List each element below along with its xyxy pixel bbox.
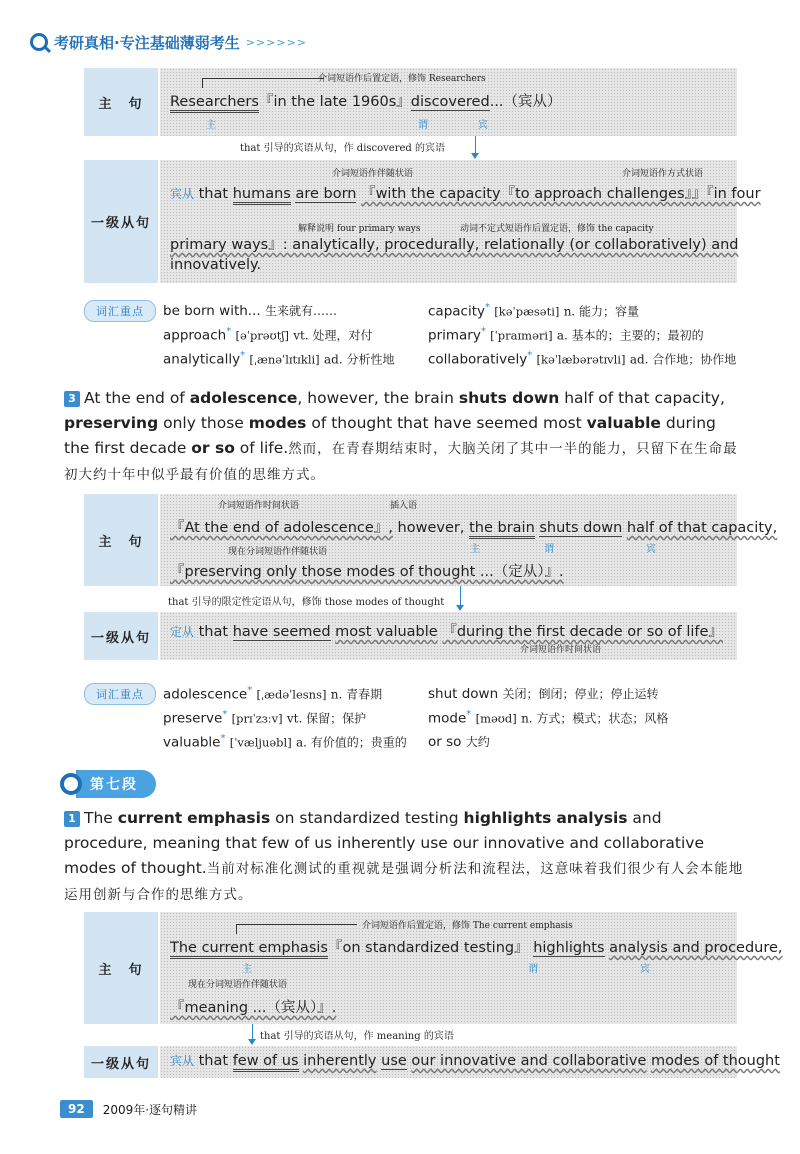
vocab-badge: 词汇重点 (84, 683, 156, 705)
vocab-item: shut down 关闭；倒闭；停业；停止运转 (428, 686, 659, 702)
sub-clause-analysis-1: 介词短语作伴随状语 介词短语作方式状语 宾从 that humans are born 『with the capacity『to approach challenges』』『in four 解释说明 four primary ways 动词不定式短语作后置定语，修饰 the capacity primary ways』: analytically, procedurally, relationally (or collaboratively) and innovatively. (160, 160, 737, 283)
sentence-line: Researchers『in the late 1960s』discovered...（宾从） (170, 90, 562, 111)
footer-text: 2009年·逐句精讲 (102, 1102, 198, 1117)
page-number: 92 (60, 1100, 93, 1118)
connector-note: that 引导的限定性定语从句，修饰 those modes of thought (168, 597, 445, 608)
sub-clause-label: 一级从句 (84, 160, 158, 283)
page-footer (60, 1100, 197, 1118)
vocab-item: mode* [məʊd] n. 方式；模式；状态；风格 (428, 709, 669, 727)
vocab-item: adolescence* [ˌædəˈlesns] n. 青春期 (163, 685, 383, 703)
header-title: 考研真相·专注基础薄弱考生 (54, 33, 240, 52)
main-clause-analysis-3: 介词短语作后置定语，修饰 The current emphasis The current emphasis『on standardized testing』 highlights analysis and procedure, 主 谓 宾 现在分词短语作伴随状语 『meaning ...（宾从）』. (160, 912, 737, 1024)
vocab-item: collaboratively* [kəˈlæbərətɪvli] ad. 合作地；协作地 (428, 350, 737, 368)
main-clause-analysis-2: 介词短语作时间状语 插入语 『At the end of adolescence』, however, the brain shuts down half of that capacity, 主 谓 宾 现在分词短语作伴随状语 『preserving only those modes of thought ...（定从）』. (160, 494, 737, 586)
vocab-badge: 词汇重点 (84, 300, 156, 322)
sub-clause-label: 一级从句 (84, 1046, 158, 1078)
vocab-item: capacity* [kəˈpæsəti] n. 能力；容量 (428, 302, 640, 320)
section-heading (60, 770, 156, 798)
connector-note: that 引导的宾语从句，作 discovered 的宾语 (240, 143, 445, 154)
vocab-item: analytically* [ˌænəˈlɪtɪkli] ad. 分析性地 (163, 350, 395, 368)
main-clause-label: 主 句 (84, 912, 158, 1024)
paragraph-7-1: 1 The current emphasis on standardized testing highlights analysis and procedure, meaning that few of us inherently use our innovative and collaborative modes of thought.当前对标准化测试的重视就是强调分析法和流程法，这意味着我们很少有人会本能地运用创新与合作的思维方式。 (64, 809, 744, 903)
main-clause-label: 主 句 (84, 68, 158, 136)
magnifier-icon (30, 33, 48, 51)
magnifier-icon (60, 773, 82, 795)
vocab-item: be born with... 生来就有…… (163, 303, 337, 319)
vocab-item: approach* [əˈprəʊtʃ] vt. 处理，对付 (163, 326, 373, 344)
vocab-item: preserve* [prɪˈzɜːv] vt. 保留；保护 (163, 709, 367, 727)
sentence-line: 定从 that have seemed most valuable 『during the first decade or so of life』 (170, 624, 723, 640)
sentence-line: 宾从 that humans are born 『with the capacity『to approach challenges』』『in four (170, 182, 761, 203)
page-header (30, 28, 307, 56)
sentence-line: 『At the end of adolescence』, however, the brain shuts down half of that capacity, (170, 516, 777, 537)
main-clause-analysis-1: 介词短语作后置定语，修饰 Researchers Researchers『in the late 1960s』discovered...（宾从） 主 谓 宾 (160, 68, 737, 136)
sub-clause-label: 一级从句 (84, 612, 158, 660)
vocab-item: or so 大约 (428, 734, 490, 750)
vocab-item: valuable* [ˈvæljuəbl] a. 有价值的；贵重的 (163, 733, 407, 751)
main-clause-label: 主 句 (84, 494, 158, 586)
sentence-line: 宾从 that few of us inherently use our innovative and collaborative modes of thought (170, 1052, 780, 1069)
header-arrows: >>>>>> (245, 35, 308, 49)
sentence-line: The current emphasis『on standardized testing』 highlights analysis and procedure, (170, 936, 783, 957)
sub-clause-analysis-2: 定从 that have seemed most valuable 『during the first decade or so of life』 介词短语作时间状语 (160, 612, 737, 660)
note: 介词短语作后置定语，修饰 Researchers (318, 74, 486, 84)
sub-clause-analysis-3 (160, 1046, 780, 1078)
paragraph-3: 3 At the end of adolescence, however, the brain shuts down half of that capacity, preserving only those modes of thought that have seemed most valuable during the first decade or so of life.然而，在青春期结束时，大脑关闭了其中一半的能力，只留下在生命最初大约十年中似乎最有价值的思维方式。 (64, 389, 738, 483)
vocab-item: primary* [ˈpraɪməri] a. 基本的；主要的；最初的 (428, 326, 704, 344)
connector-note: that 引导的宾语从句，作 meaning 的宾语 (260, 1031, 454, 1042)
section-title: 第七段 (76, 770, 156, 798)
